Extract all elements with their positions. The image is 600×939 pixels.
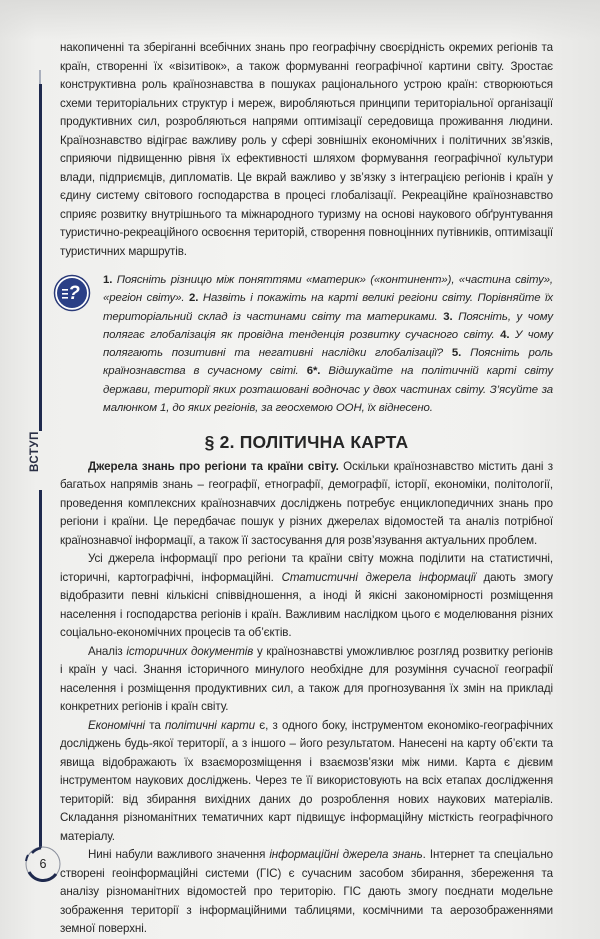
- paragraph-text: є, з одного боку, інструментом економіко-географічних досліджень будь-якої території, а з іншого – його результатом. Нанесені на карту об’єкти та явища відображають їх взаєморозміщення і взаємозв’язки між ними. Карта є дієвим інструментом наукових досліджень. Через те її використовують на всіх етапах дослідження територій: від збирання вихідних даних до розроблення нових наукових матеріалів. Складання різноманітних тематичних карт підвищує інформаційну місткість географічного матеріалу.: [60, 718, 553, 843]
- paragraph-text: . Інтернет та спеціально створені геоінформаційні системи (ГІС) є сучасним засобом збирання, збереження та аналізу різноманітних відомостей про територію. ГІС дають змогу поєднати модельне зображення території з інформаційними таблицями, космічними та аерозображеннями земної поверхні.: [60, 848, 553, 936]
- paragraph-sources: [60, 458, 553, 551]
- question-text: Поясніть роль країнознавства в сучасному світі.: [103, 347, 553, 378]
- paragraph-maps: [60, 717, 553, 847]
- questions-block: [60, 271, 553, 417]
- questions-text: [60, 271, 553, 417]
- page-number-badge: [23, 844, 63, 884]
- term-italic: історичних документів: [126, 644, 254, 658]
- intro-paragraph: накопиченні та зберіганні всебічних знань про географічну своєрідність окремих регіонів та країн, створенні їх «візитівок», а також формуванні географічної картини світу. Зростає конструктивна роль країнознавства в пошуках раціонального устрою країн: створюються схеми територіальних структур і мереж, виробляються принципи територіальної організації продуктивних сил, розробляються напрями оптимізації середовища проживання людини. Країнознавство відіграє важливу роль у сфері зовнішніх економічних і політичних зв’язків, сприяючи підвищенню рівня їх ефективності шляхом формування географічної культури влади, підприємців, дипломатів. Це вкрай важливо у зв’язку з інтеграцією регіонів і країн у єдину систему світового господарства в процесі глобалізації. Рекреаційне країнознавство сприяє розвитку внутрішнього та міжнародного туризму на основі наукового обґрунтування туристично-рекреаційного освоєння територій, створення повноцінних путівників, оптимізації туристичних маршрутів.: [60, 41, 553, 258]
- section-title: § 2. ПОЛІТИЧНА КАРТА: [204, 432, 409, 453]
- question-icon: [53, 274, 91, 312]
- paragraph-statistical: [60, 550, 553, 643]
- question-number: 5.: [451, 347, 462, 360]
- paragraph-text: дають змогу відобразити певні кількісні співвідношення, а іноді й якісні закономірності розміщення населення і господарства регіонів і країн. Важливим наслідком цього є моделювання різних соціально-економічних процесів та об’єктів.: [60, 570, 553, 640]
- term-italic: Економічні: [88, 718, 145, 732]
- question-number: 4.: [500, 328, 510, 341]
- question-text: Назвіть і покажіть на карті великі регіони світу. Порівняйте їх територіальний склад із частинами світу та материками.: [103, 292, 554, 323]
- term-italic: Статистичні джерела інформації: [281, 570, 476, 584]
- question-number: 2.: [189, 292, 199, 305]
- paragraph-information: [60, 846, 553, 939]
- paragraph-text: Нині набули важливого значення: [88, 848, 270, 862]
- chapter-side-label: ВСТУП: [29, 431, 41, 472]
- question-number: 3.: [443, 310, 453, 323]
- paragraph-text: Усі джерела інформації про регіони та країни світу можна поділити на статистичні, історичні, картографічні, інформаційні.: [60, 552, 553, 584]
- side-rule-bottom: [39, 490, 42, 848]
- question-number: 6*.: [306, 365, 321, 378]
- question-text: Поясніть різницю між поняттями «материк» («континент»), «частина світу», «регіон світу».: [103, 274, 553, 305]
- side-rule-top: [39, 84, 42, 431]
- paragraph-text: Оскільки країнознавство містить дані з багатьох напрямів знань – географії, етнографії, демографії, історії, економіки, політології, проведення комплексних країнознавчих досліджень потребує енциклопедичних знань про регіони і країни. Це передбачає пошук у різних джерелах відомостей та аналіз потрібної країнознавчої інформації, а також її застосування для розв’язування актуальних проблем.: [60, 459, 553, 547]
- question-text: Поясніть, у чому полягає глобалізація як провідна тенденція розвитку сучасного світу.: [103, 310, 553, 341]
- paragraph-historical: [60, 643, 553, 717]
- page-content: [60, 39, 553, 939]
- paragraph-text: та: [144, 718, 165, 732]
- question-text: Відшукайте на політичній карті світу держави, території яких розташовані водночас у двох частинах світу. З’ясуйте за малюнком 1, до яких регіонів, за геосхемою ООН, їх віднесено.: [103, 365, 553, 415]
- svg-text:?: ?: [68, 283, 80, 304]
- term-italic: політичні карти: [164, 718, 256, 732]
- page-top-shade: [0, 0, 600, 40]
- page-number: 6: [39, 857, 47, 871]
- paragraph-text: у країнознавстві уможливлює розгляд розвитку регіонів і країн у часі. Знання історичного минулого необхідне для розуміння сучасної географії населення і розміщення продуктивних сил, а також для прогнозування їх змін на прикладі конкретних регіонів і країн світу.: [60, 644, 553, 714]
- question-number: 1.: [103, 274, 113, 286]
- paragraph-text: Аналіз: [88, 644, 127, 658]
- question-text: У чому полягають позитивні та негативні наслідки глобалізації?: [103, 328, 553, 360]
- term-italic: інформаційні джерела знань: [269, 848, 423, 862]
- paragraph-lead: Джерела знань про регіони та країни світу.: [88, 459, 339, 473]
